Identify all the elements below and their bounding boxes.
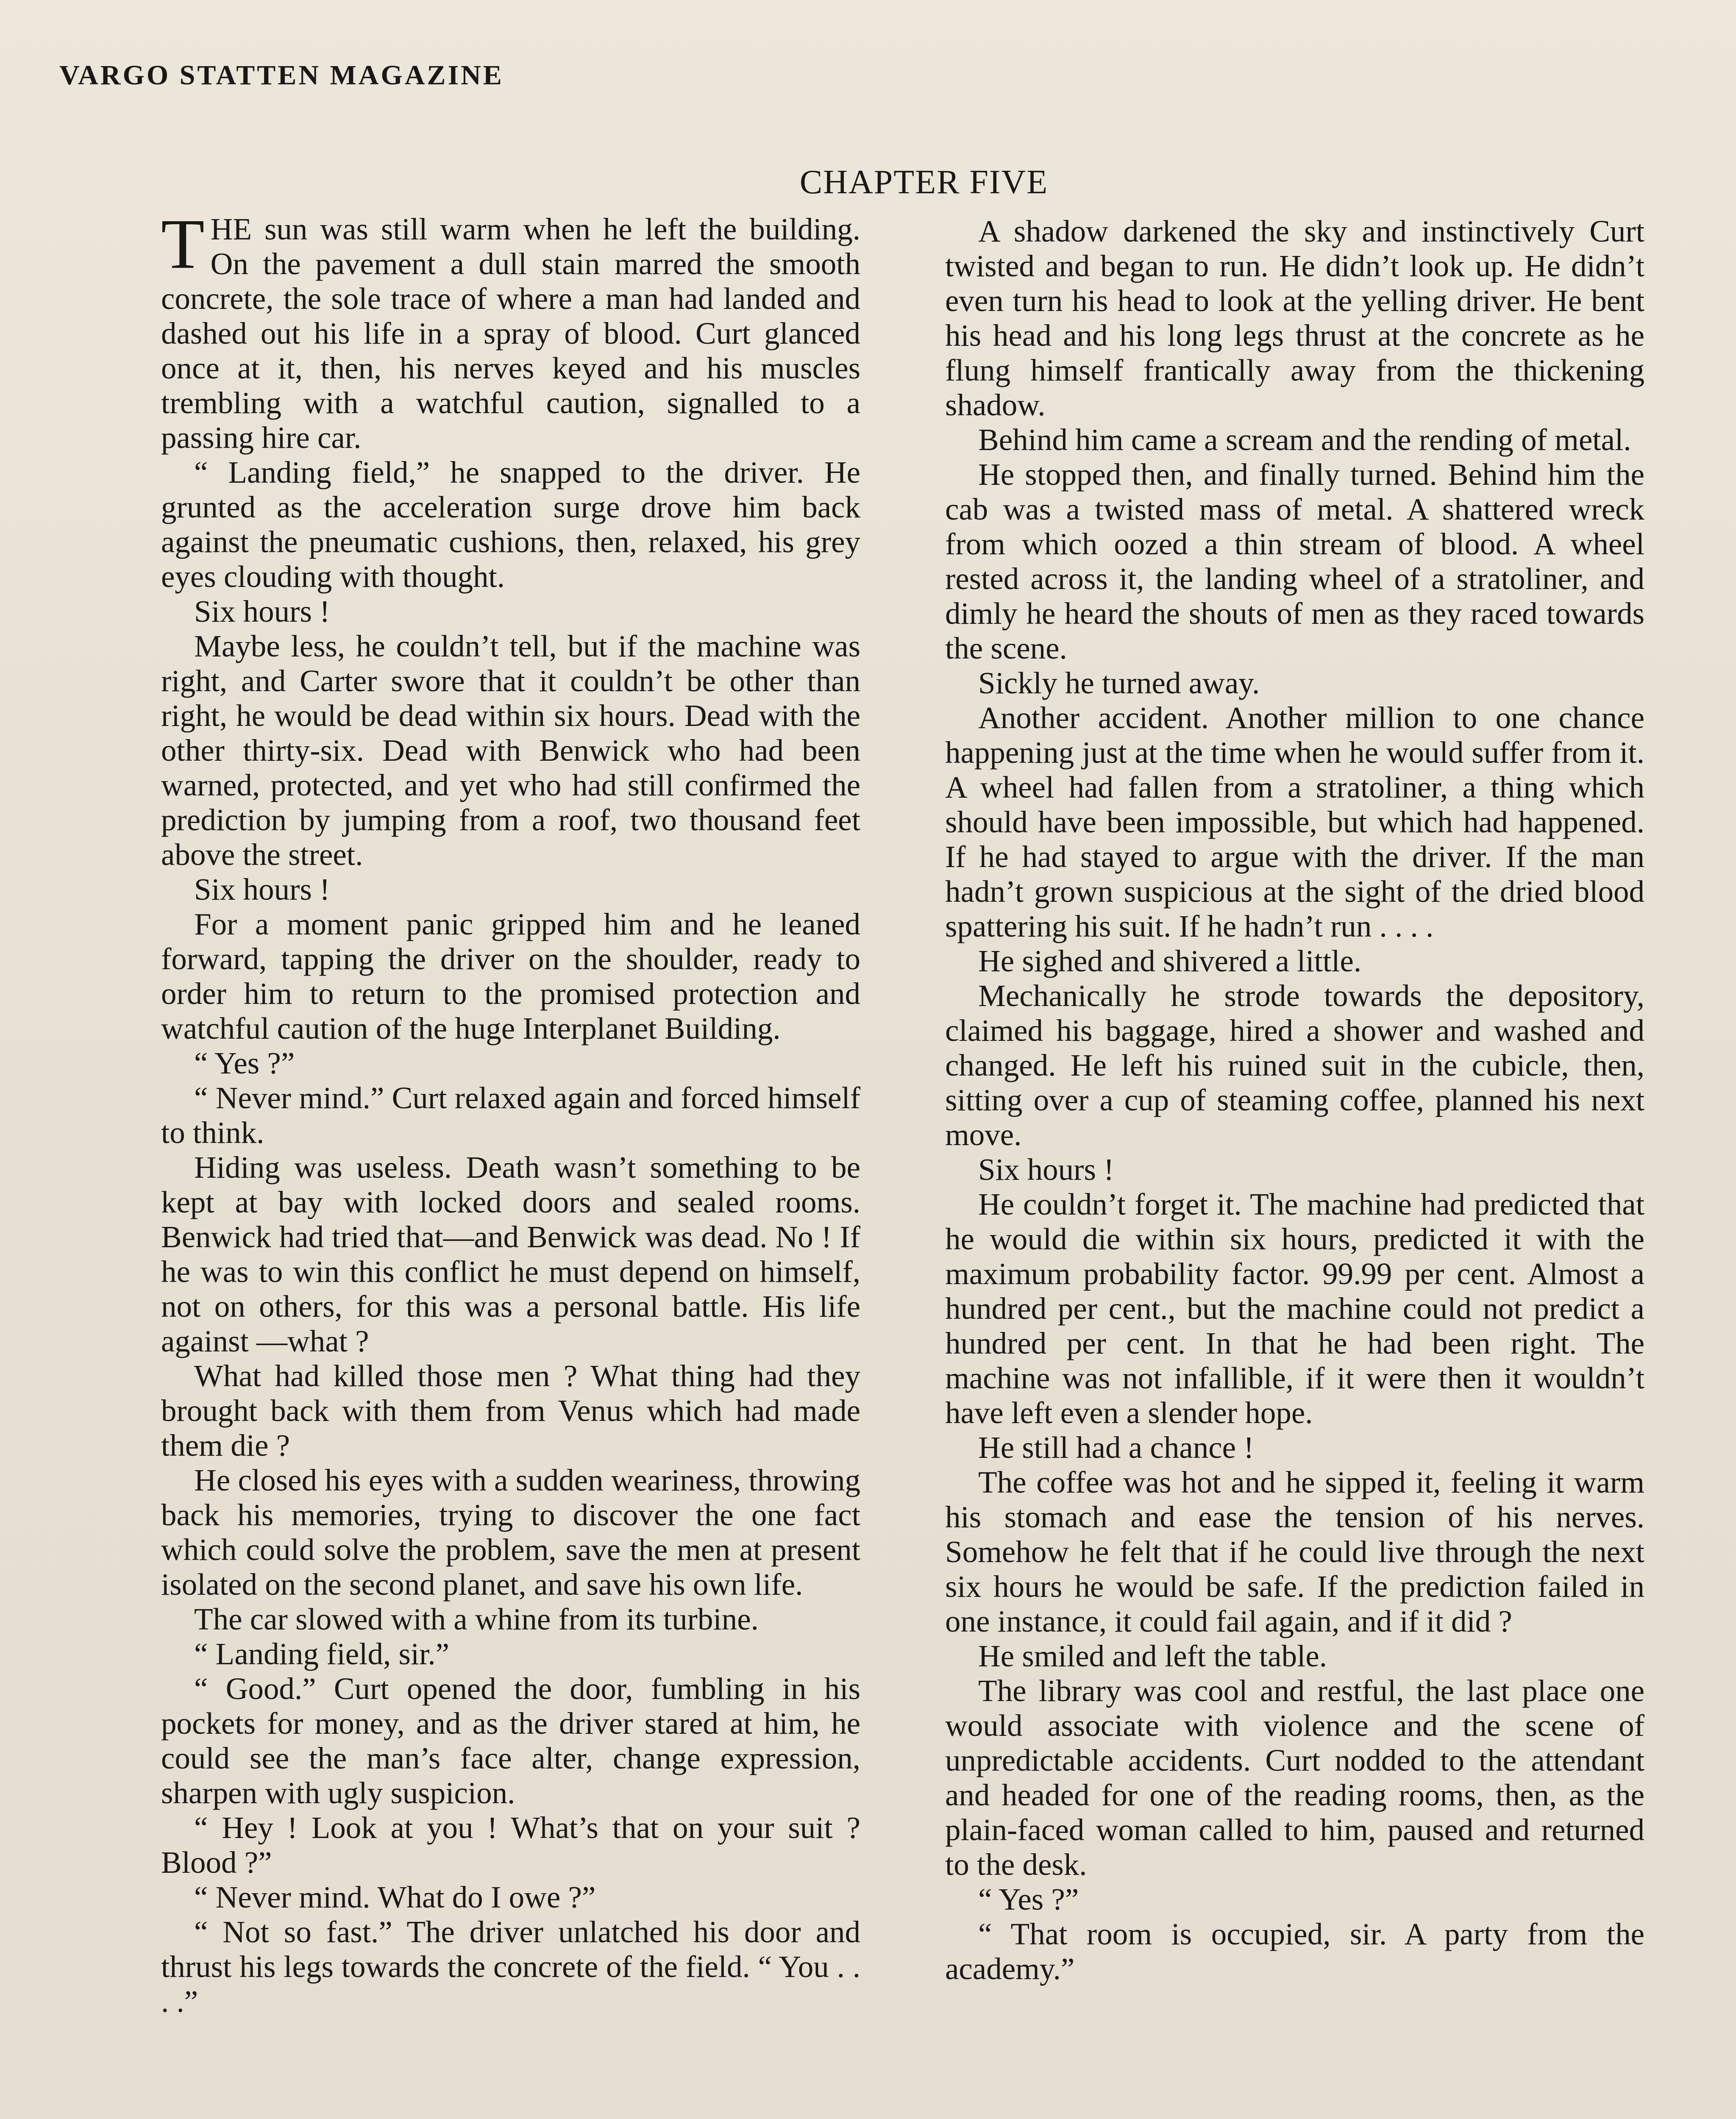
paragraph: “ Landing field, sir.” bbox=[194, 1637, 450, 1671]
paragraph: Mechanically he strode towards the depository, claimed his baggage, hired a shower and washed and changed. He left his ruined suit in the cubicle, then, sitting over a cup of steaming coffee, planned his next move. bbox=[945, 979, 1644, 1152]
paragraph: “ Yes ?” bbox=[978, 1882, 1079, 1916]
chapter-title: CHAPTER FIVE bbox=[799, 164, 1049, 201]
running-head: VARGO STATTEN MAGAZINE bbox=[59, 60, 504, 91]
paragraph: “ Hey ! Look at you ! What’s that on your suit ? Blood ?” bbox=[161, 1810, 860, 1880]
paragraph: He couldn’t forget it. The machine had predicted that he would die within six hours, predicted it with the maximum probability factor. 99.99 per cent. Almost a hundred per cent., but the machine could not predict a hundred per cent. In that he had been right. The machine was not infallible, if it were then it wouldn’t have left even a slender hope. bbox=[945, 1187, 1644, 1430]
paragraph: “ Good.” Curt opened the door, fumbling in his pockets for money, and as the driver stared at him, he could see the man’s face alter, change expression, sharpen with ugly suspicion. bbox=[161, 1671, 860, 1810]
paragraph: For a moment panic gripped him and he leaned forward, tapping the driver on the shoulder, ready to order him to return to the promised protection and watchful caution of the huge Interplanet Building. bbox=[161, 907, 860, 1046]
paragraph: “ That room is occupied, sir. A party from the academy.” bbox=[945, 1917, 1644, 1986]
paragraph bbox=[161, 205, 860, 455]
paragraph: He stopped then, and finally turned. Behind him the cab was a twisted mass of metal. A shattered wreck from which oozed a thin stream of blood. A wheel rested across it, the landing wheel of a stratoliner, and dimly he heard the shouts of men as they raced towards the scene. bbox=[945, 457, 1644, 665]
drop-cap: T bbox=[161, 205, 205, 284]
paragraph: Six hours ! bbox=[194, 872, 330, 907]
paragraph: “ Never mind.” Curt relaxed again and forced himself to think. bbox=[161, 1081, 860, 1150]
paragraph: Six hours ! bbox=[194, 594, 330, 628]
paragraph: Behind him came a scream and the rending of metal. bbox=[978, 423, 1631, 457]
paragraph: “ Landing field,” he snapped to the driver. He grunted as the acceleration surge drove him back against the pneumatic cushions, then, relaxed, his grey eyes clouding with thought. bbox=[161, 455, 860, 594]
paragraph: What had killed those men ? What thing had they brought back with them from Venus which had made them die ? bbox=[161, 1359, 860, 1463]
paragraph: A shadow darkened the sky and instinctively Curt twisted and began to run. He didn’t look up. He didn’t even turn his head to look at the yelling driver. He bent his head and his long legs thrust at the concrete as he flung himself frantically away from the thickening shadow. bbox=[945, 214, 1644, 422]
paragraph: Six hours ! bbox=[978, 1152, 1114, 1187]
paragraph: The library was cool and restful, the last place one would associate with violence and the scene of unpredictable accidents. Curt nodded to the attendant and headed for one of the reading rooms, then, as the plain-faced woman called to him, paused and returned to the desk. bbox=[945, 1674, 1644, 1882]
paragraph: He smiled and left the table. bbox=[978, 1639, 1327, 1673]
paragraph: Hiding was useless. Death wasn’t something to be kept at bay with locked doors and sealed rooms. Benwick had tried that—and Benwick was dead. No ! If he was to win this conflict he must depend on himself, not on others, for this was a personal battle. His life against —what ? bbox=[161, 1150, 860, 1358]
paragraph: He closed his eyes with a sudden weariness, throwing back his memories, trying to discover the one fact which could solve the problem, save the men at present isolated on the second planet, and save his own life. bbox=[161, 1463, 860, 1602]
paragraph: Another accident. Another million to one chance happening just at the time when he would suffer from it. A wheel had fallen from a stratoliner, a thing which should have been impossible, but which had happened. If he had stayed to argue with the driver. If the man hadn’t grown suspicious at the sight of the dried blood spattering his suit. If he hadn’t run . . . . bbox=[945, 701, 1644, 943]
paragraph: The coffee was hot and he sipped it, feeling it warm his stomach and ease the tension of his nerves. Somehow he felt that if he could live through the next six hours he would be safe. If the prediction failed in one instance, it could fail again, and if it did ? bbox=[945, 1465, 1644, 1638]
paragraph: He sighed and shivered a little. bbox=[978, 944, 1362, 978]
paragraph: The car slowed with a whine from its turbine. bbox=[194, 1602, 759, 1636]
paragraph: “ Not so fast.” The driver unlatched his door and thrust his legs towards the concrete of the field. “ You . . . .” bbox=[161, 1915, 860, 2019]
paragraph-text: HE sun was still warm when he left the building. On the pavement a dull stain marred the smooth concrete, the sole trace of where a man had landed and dashed out his life in a spray of blood. Curt glanced once at it, then, his nerves keyed and his muscles trembling with a watchful caution, signalled to a passing hire car. bbox=[161, 212, 860, 455]
right-column bbox=[945, 214, 1644, 1986]
paragraph: “ Yes ?” bbox=[194, 1046, 295, 1080]
paragraph: Maybe less, he couldn’t tell, but if the machine was right, and Carter swore that it couldn’t be other than right, he would be dead within six hours. Dead with the other thirty-six. Dead with Benwick who had been warned, protected, and yet who had still confirmed the prediction by jumping from a roof, two thousand feet above the street. bbox=[161, 629, 860, 872]
left-column bbox=[161, 205, 860, 2019]
paragraph: Sickly he turned away. bbox=[978, 666, 1260, 700]
paragraph: He still had a chance ! bbox=[978, 1430, 1254, 1465]
paragraph: “ Never mind. What do I owe ?” bbox=[194, 1880, 596, 1914]
